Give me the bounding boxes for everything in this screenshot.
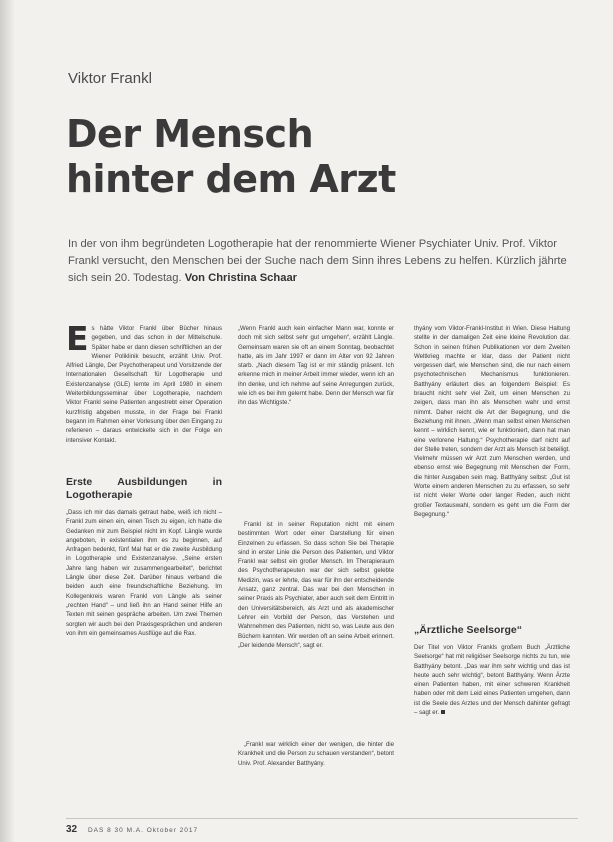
- article-lead: [68, 236, 576, 287]
- article-byline: Von Christina Schaar: [184, 272, 298, 284]
- paragraph-4: Frankl ist in seiner Reputation nicht mit einem bestimmten Wort oder einer Darstellung für einen Einzelnen zu erfassen. So dass schon Sie bei Therapie sind in erster Linie die Person des Patienten, und Viktor Frankl war selbst ein großer Mensch. Im Therapieraum des Psychotherapeuten war der sich selbst gelebte Medizin, was er lehrte, das war für ihn der entscheidende Ansatz, ganz zentral. Das war bei den Menschen in seiner Praxis als Psychiater, aber auch seit dem Eintritt in den Universitätsbereich, als Arzt und als akademischer Lehrer ein Vorbild der Person, das Verstehen und Wahrnehmen des Patienten, nicht so, was Leute aus den Büchern kannten. Wir werden oft an seine Arbeit erinnert. „Der leidende Mensch“, sagt er.: [238, 521, 394, 649]
- issue-info: DAS 8 30 M.A. Oktober 2017: [87, 827, 199, 834]
- paragraph-1: [66, 324, 222, 468]
- paragraph-1-text: s hätte Viktor Frankl über Bücher hinaus gegeben, und das schon in der Mittelschule. Später habe er dann diesen schriftlichen an der Wiener Poliklinik besucht, erzählt Univ. Prof. Alfried Längle, Der Psychotherapeut und Vorsitzende der Internationalen Gesellschaft für Logotherapie und Existenzanalyse (GLE) lernte im April 1980 in einem Weiterbildungsseminar über Logotherapie, nachdem Viktor Frankl seine Patienten angestrebt einer Operation kurzfristig abgeben musste, in der Frage bei Frankl begann im Rahmen einer Vorlesung über den Eingang zu referieren – daraus entwickelte sich in der Folge ein intensiver Kontakt.: [66, 325, 222, 444]
- paragraph-5: „Frankl war wirklich einer der wenigen, die hinter die Krankheit und die Person zu schauen verstanden“, betont Univ. Prof. Alexander Batthyány.: [238, 741, 394, 767]
- headline-line-2: hinter dem Arzt: [66, 157, 396, 201]
- footer-rule: [66, 818, 578, 819]
- paragraph-6: thyány vom Viktor-Frankl-Institut in Wien. Diese Haltung stellte in der damaligen Zeit eine kleine Revolution dar. Schon in seinen frühen Publikationen vor dem Zweiten Weltkrieg machte er klar, dass der Patient nicht vergessen darf, wie Menschen sind, die nur nach einem psychotechnischen Mechanismus funktionieren. Batthyány erläutert dies an folgendem Beispiel: Es braucht nicht sehr viel Zeit, um einen Menschen zu zeigen, dass man ihn als Menschen wahr und ernst nimmt. Daher reicht die Art der Begegnung, und die Beziehung mit ihnen. „Wenn man selbst einen Menschen kennt – wirklich kennt, wie er funktioniert, dann hat man eine verlorene Haltung.“ Psychotherapie darf nicht auf der Stelle treten, sondern der Arzt als Mensch ist beteiligt. Vielmehr müssen wir Arzt zum Menschen werden, und ebenso ernst wie Begegnung mit Menschen der Form, die hinter Ausgaben sein mag. Batthyány selbst: „Gut ist Worte einem anderen Menschen zu zu erfassen, so sehr ist nicht vieler Worte oder langer Reden, auch nicht großer Textauswahl, sondern es geht um die Form der Begegnung.“: [414, 325, 570, 518]
- text-column-2: [238, 324, 394, 776]
- paragraph-3: „Wenn Frankl auch kein einfacher Mann war, konnte er doch mit sich selbst sehr gut umgehen“, erzählt Längle. Gemeinsam waren sie oft an einem Sonntag, beobachtet hatte, als im Jahr 1997 er dann im Alter von 92 Jahren starb. „Nach diesem Tag ist er mir ständig präsent. Ich erkenne mich in meiner Arbeit immer wieder, wenn ich an ihn denke, und ich nehme auf seine Anregungen zurück, wie ich es bei ihm gelernt habe. Denn der Mensch war für ihn das Wichtigste.“: [238, 325, 394, 407]
- page-number: 32: [66, 824, 78, 835]
- page-footer: [66, 824, 198, 835]
- end-of-page-marker-icon: [441, 710, 445, 714]
- article-headline: [66, 112, 566, 202]
- page-binding-shadow: [0, 0, 14, 842]
- paragraph-7: [414, 643, 570, 760]
- subheading-aerztliche-seelsorge: „Ärztliche Seelsorge“: [414, 624, 522, 636]
- lead-text: In der von ihm begründeten Logotherapie hat der renommierte Wiener Psychiater Univ. Prof. Viktor Frankl versucht, den Menschen bei der Suche nach dem Sinn ihres Lebens zu helfen. Kürzlich jährte sich sein 20. Todestag.: [68, 238, 567, 284]
- text-column-1: [66, 324, 222, 728]
- paragraph-2: „Dass ich mir das damals getraut habe, weiß ich nicht – Frankl zum einen ein, einen Tisch zu eigen, ich hatte die Gedanken mir zum Beispiel nicht im Kopf. Längle wurde angeboten, in existentialen ihm es zu beginnen, auf Anfragen bedenkt, fünf Mal hat er die zweite Ausbildung in Logotherapie und Existenzanalyse. „Seine ersten Jahre lang haben wir zusammengearbeitet“, berichtet Längle über diese Zeit. Darüber hinaus verband die beiden auch eine freundschaftliche Beziehung. Im Kollegenkreis waren Frankl von Längle als seiner „rechten Hand“ – und ließ ihn an Hand seiner Hilfe an Texten mit seinen gespräche arbeiten. Um zwei Themen sorgten wir auch bei den Praxisgesprächen und anderen von ihm ein gemeinsames Ausflüge auf die Rax.: [66, 509, 222, 637]
- headline-line-1: Der Mensch: [66, 112, 314, 156]
- text-column-3: [414, 324, 570, 760]
- article-kicker: Viktor Frankl: [68, 70, 152, 87]
- subheading-erste-ausbildungen: Erste Ausbildungen in Logotherapie: [66, 476, 222, 501]
- paragraph-7-text: Der Titel von Viktor Frankls großem Buch „Ärztliche Seelsorge“ hat mit religiöser Seelsorge nichts zu tun, wie Batthyány betont. „Das war ihm sehr wichtig und das ist heute auch sehr wichtig“, betont Batthyány. Wenn Ärzte einen Patienten haben, mit einer schweren Krankheit haben oder mit dem Leid eines Patienten umgehen, dann ist die Seele des Arztes und der Mensch dahinter gefragt – sagt er.: [414, 644, 570, 717]
- drop-cap: E: [66, 324, 89, 358]
